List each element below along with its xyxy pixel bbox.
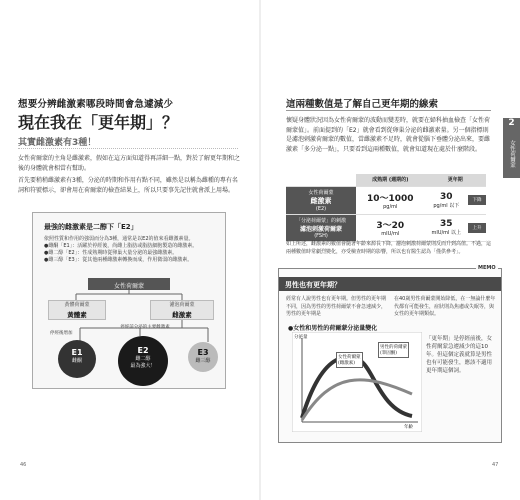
e1-circle xyxy=(58,340,96,378)
card-caption: 濾泡荷爾蒙 xyxy=(169,302,195,308)
gutter xyxy=(259,0,261,500)
row-label xyxy=(286,186,356,214)
graph-title: ●女性和男性的荷爾蒙分泌量變化 xyxy=(288,325,378,332)
legend-male xyxy=(378,342,409,358)
right-heading: 這兩種數值是了解自己更年期的線索 xyxy=(286,99,439,110)
chapter-label: 女性荷爾蒙 xyxy=(509,140,515,168)
card-caption: 黃體荷爾蒙 xyxy=(64,302,90,308)
table-row xyxy=(286,214,486,241)
left-paragraph-2: 首先要稍稍雌激素有3種，分泌的時期和作用有點不同，雖然是以稱為雌種的專有名詞和符號標示，卻會用在荷爾蒙的檢查結果上，所以只要事先記住就會派上用場。 xyxy=(18,177,238,194)
row-label-caption: 女性荷爾蒙 xyxy=(308,189,334,196)
e1-arc-text: 停經後增加 xyxy=(50,331,73,336)
col-label: 成熟期 xyxy=(372,177,388,184)
memo-left-text: 經常有人說男性也有更年期。但男性的更年期不同，因為男性的男性荷爾蒙不會急速減少，男性的更年期是 xyxy=(286,296,387,317)
box-line: ●雌三醇「E3」：從其他兩種雌激素轉換而成，作用微弱的雌激素。 xyxy=(44,257,193,263)
table-header-row xyxy=(286,174,486,186)
circle-note: 最為強大！ xyxy=(130,363,156,369)
memo-heading: 男性也有更年期？ xyxy=(279,277,501,291)
legend-label: 男性的荷爾蒙 xyxy=(380,345,407,350)
row-label-name: 濾泡刺激荷爾蒙 xyxy=(299,225,342,233)
table-cell xyxy=(425,214,468,241)
cell-value: 35 xyxy=(439,219,453,229)
page-title: 現在我在「更年期」？ xyxy=(18,113,179,132)
box-title: 最強的雌激素是二醇下「E2」 xyxy=(44,223,138,231)
cell-unit: mIU/ml xyxy=(381,231,400,237)
e3-circle xyxy=(188,342,218,372)
dotted-divider xyxy=(18,148,238,149)
circle-code: E2 xyxy=(137,346,149,355)
memo-tag: MEMO xyxy=(478,265,496,271)
e2-circle xyxy=(118,336,168,386)
right-paragraph: 懷疑身體狀況因為女性荷爾蒙的波動而變差時，就要在婦科抽血檢查「女性荷爾蒙值」。前面提到的「E2」就會看到從卵巢分泌的雌激素量。另一個指標則是濾泡刺激荷爾蒙的數值，當雌激素不足時，就會從腦下垂體分泌出來，要雌激素「多分泌一點」，只要看到這兩種數值，就會知道現在處於什麼階段。 xyxy=(286,117,491,153)
trend-up-arrow: 上升 xyxy=(468,223,486,233)
table-cell xyxy=(425,186,468,214)
graph-note: 「更年期」是停經前後，女性荷爾蒙急遽減少的這10年。但這個定義就算是男性也有可能發生，應該不適用更年期這個詞。 xyxy=(426,336,493,374)
table-corner xyxy=(286,174,356,186)
row-label-code: (E2) xyxy=(315,205,327,212)
axis-x-label: 年齡 xyxy=(404,425,413,430)
page-number-right: 47 xyxy=(492,462,499,468)
table-cell xyxy=(356,186,425,214)
cell-unit: pg/ml xyxy=(383,203,398,210)
progesterone-card xyxy=(48,300,106,320)
after-table-text: 如上所述，雌激素的數值會隨著年齡來源長下降，濾泡刺激荷爾蒙則反而升到高值。不過，這兩種數值時常劇烈變化，亦受檢查時期的影響，所以也有醫生認為「僅供參考」。 xyxy=(286,241,492,255)
tree-connector xyxy=(40,288,220,300)
table-row xyxy=(286,186,486,214)
axis-y-label: 分泌量 xyxy=(294,335,308,340)
chapter-number: 2 xyxy=(508,118,515,128)
row-label-code: (FSH) xyxy=(314,232,328,239)
row-label-caption: 「分泌荷爾蒙」的刺激 xyxy=(295,217,346,224)
legend-sub: (雌激素) xyxy=(338,361,356,366)
circle-name: 雌三醇 xyxy=(195,358,211,364)
table-col-menopause: 更年期 xyxy=(425,174,486,186)
estrogen-card xyxy=(150,300,214,320)
row-label-name: 雌激素 xyxy=(310,196,332,205)
female-hormone-chip: 女性荷爾蒙 xyxy=(88,278,170,290)
trend-cell xyxy=(468,214,486,241)
cell-value: 30 xyxy=(439,191,453,202)
row-label xyxy=(286,214,356,241)
cell-unit: pg/ml 以下 xyxy=(433,202,460,209)
circle-code: E1 xyxy=(71,348,83,357)
hormone-table xyxy=(286,174,486,242)
heading-rule xyxy=(286,110,491,111)
table-cell xyxy=(356,214,425,241)
legend-label: 女性荷爾蒙 xyxy=(338,355,361,360)
legend-female xyxy=(336,352,363,368)
card-value: 雌激素 xyxy=(172,311,192,319)
box-line: ●雌酮「E1」：活躍於停經後，尚雌上脂肪或脂肪細胞製造的雌激素。 xyxy=(44,243,198,249)
table-col-mature xyxy=(356,174,425,186)
section-heading: 其實雌激素有3種！ xyxy=(18,138,97,148)
cell-unit: mIU/ml 以上 xyxy=(431,230,462,236)
circle-name: 雌酮 xyxy=(71,358,82,364)
cell-value: 10〜1000 xyxy=(366,193,414,204)
left-paragraph-1: 女性荷爾蒙的主角是雌激素，假如在這方面知道得再詳細一點，對於了解更年期和之後的身體就會相當有幫助。 xyxy=(18,155,241,172)
card-value: 黃體素 xyxy=(67,311,87,319)
box-line: ●雌二醇「E2」：性成熟期時從卵巢大量分泌的最強雌激素。 xyxy=(44,250,178,256)
circle-name: 雌二醇 xyxy=(135,356,151,362)
circle-code: E3 xyxy=(197,348,209,357)
trend-cell xyxy=(468,186,486,214)
trend-down-arrow: 下降 xyxy=(468,195,486,205)
left-subhead: 想要分辨雌激素哪段時間會急遽減少 xyxy=(18,99,174,110)
memo-right-text: 在40歲男性荷爾蒙開始降低，在一無論什麼年代都有可能發生，症狀則為焦慮或失眠等，與女性的更年期類似。 xyxy=(394,296,496,317)
col-sub: (週期的) xyxy=(388,177,409,184)
legend-sub: (睾固酮) xyxy=(380,351,398,356)
cell-value: 3〜20 xyxy=(376,221,405,231)
page-number-left: 46 xyxy=(20,462,27,468)
e2-arc-text: 停經前分泌的主要雌激素 xyxy=(120,325,170,330)
box-line: 依照性質和作用的強弱而分為3種，通常是以E2的值來看雌激素量。 xyxy=(44,236,194,242)
